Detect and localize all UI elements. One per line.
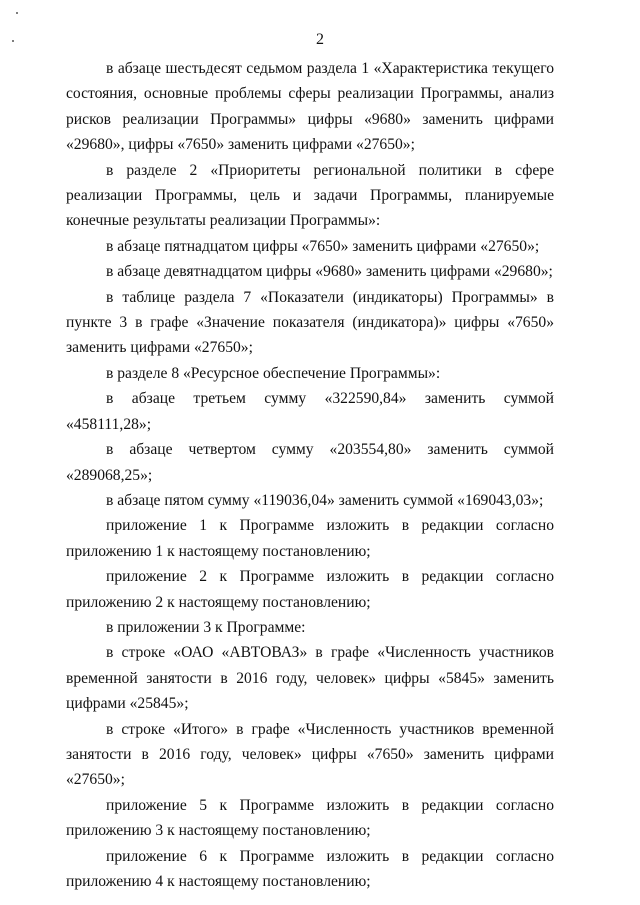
scan-speck: [16, 12, 18, 14]
paragraph: в таблице раздела 7 «Показатели (индикаторы) Программы» в пункте 3 в графе «Значение показателя (индикатора)» цифры «7650» заменить цифрами «27650»;: [66, 288, 554, 357]
document-body: [66, 56, 554, 894]
paragraph: в абзаце девятнадцатом цифры «9680» заменить цифрами «29680»;: [106, 263, 553, 281]
paragraph: в абзаце третьем сумму «322590,84» заменить суммой «458111,28»;: [66, 390, 554, 433]
paragraph: приложение 2 к Программе изложить в редакции согласно приложению 2 к настоящему постановлению;: [66, 568, 554, 611]
paragraph: в абзаце пятом сумму «119036,04» заменить суммой «169043,03»;: [106, 491, 544, 509]
paragraph: в строке «ОАО «АВТОВАЗ» в графе «Численность участников временной занятости в 2016 году, человек» цифры «5845» заменить цифрами «25845»;: [66, 644, 554, 713]
paragraph: в абзаце четвертом сумму «203554,80» заменить суммой «289068,25»;: [66, 441, 554, 484]
page-number: 2: [316, 31, 324, 48]
paragraph: в разделе 8 «Ресурсное обеспечение Программы»:: [106, 364, 441, 382]
paragraph: приложение 1 к Программе изложить в редакции согласно приложению 1 к настоящему постановлению;: [66, 517, 554, 560]
paragraph: в приложении 3 к Программе:: [106, 618, 306, 636]
paragraph: приложение 5 к Программе изложить в редакции согласно приложению 3 к настоящему постановлению;: [66, 796, 554, 840]
paragraph: в разделе 2 «Приоритеты региональной политики в сфере реализации Программы, цель и задачи Программы, планируемые конечные результаты реализации Программы»:: [66, 161, 554, 230]
paragraph: в абзаце шестьдесят седьмом раздела 1 «Характеристика текущего состояния, основные проблемы сферы реализации Программы, анализ рисков реализации Программы» цифры «9680» заменить цифрами «29680», цифры «7650» заменить цифрами «27650»;: [66, 60, 554, 154]
paragraph: в строке «Итого» в графе «Численность участников временной занятости в 2016 году, человек» цифры «7650» заменить цифрами «27650»;: [66, 720, 554, 789]
paragraph: в абзаце пятнадцатом цифры «7650» заменить цифрами «27650»;: [106, 237, 540, 255]
paragraph: приложение 6 к Программе изложить в редакции согласно приложению 4 к настоящему постановлению;: [66, 847, 554, 890]
